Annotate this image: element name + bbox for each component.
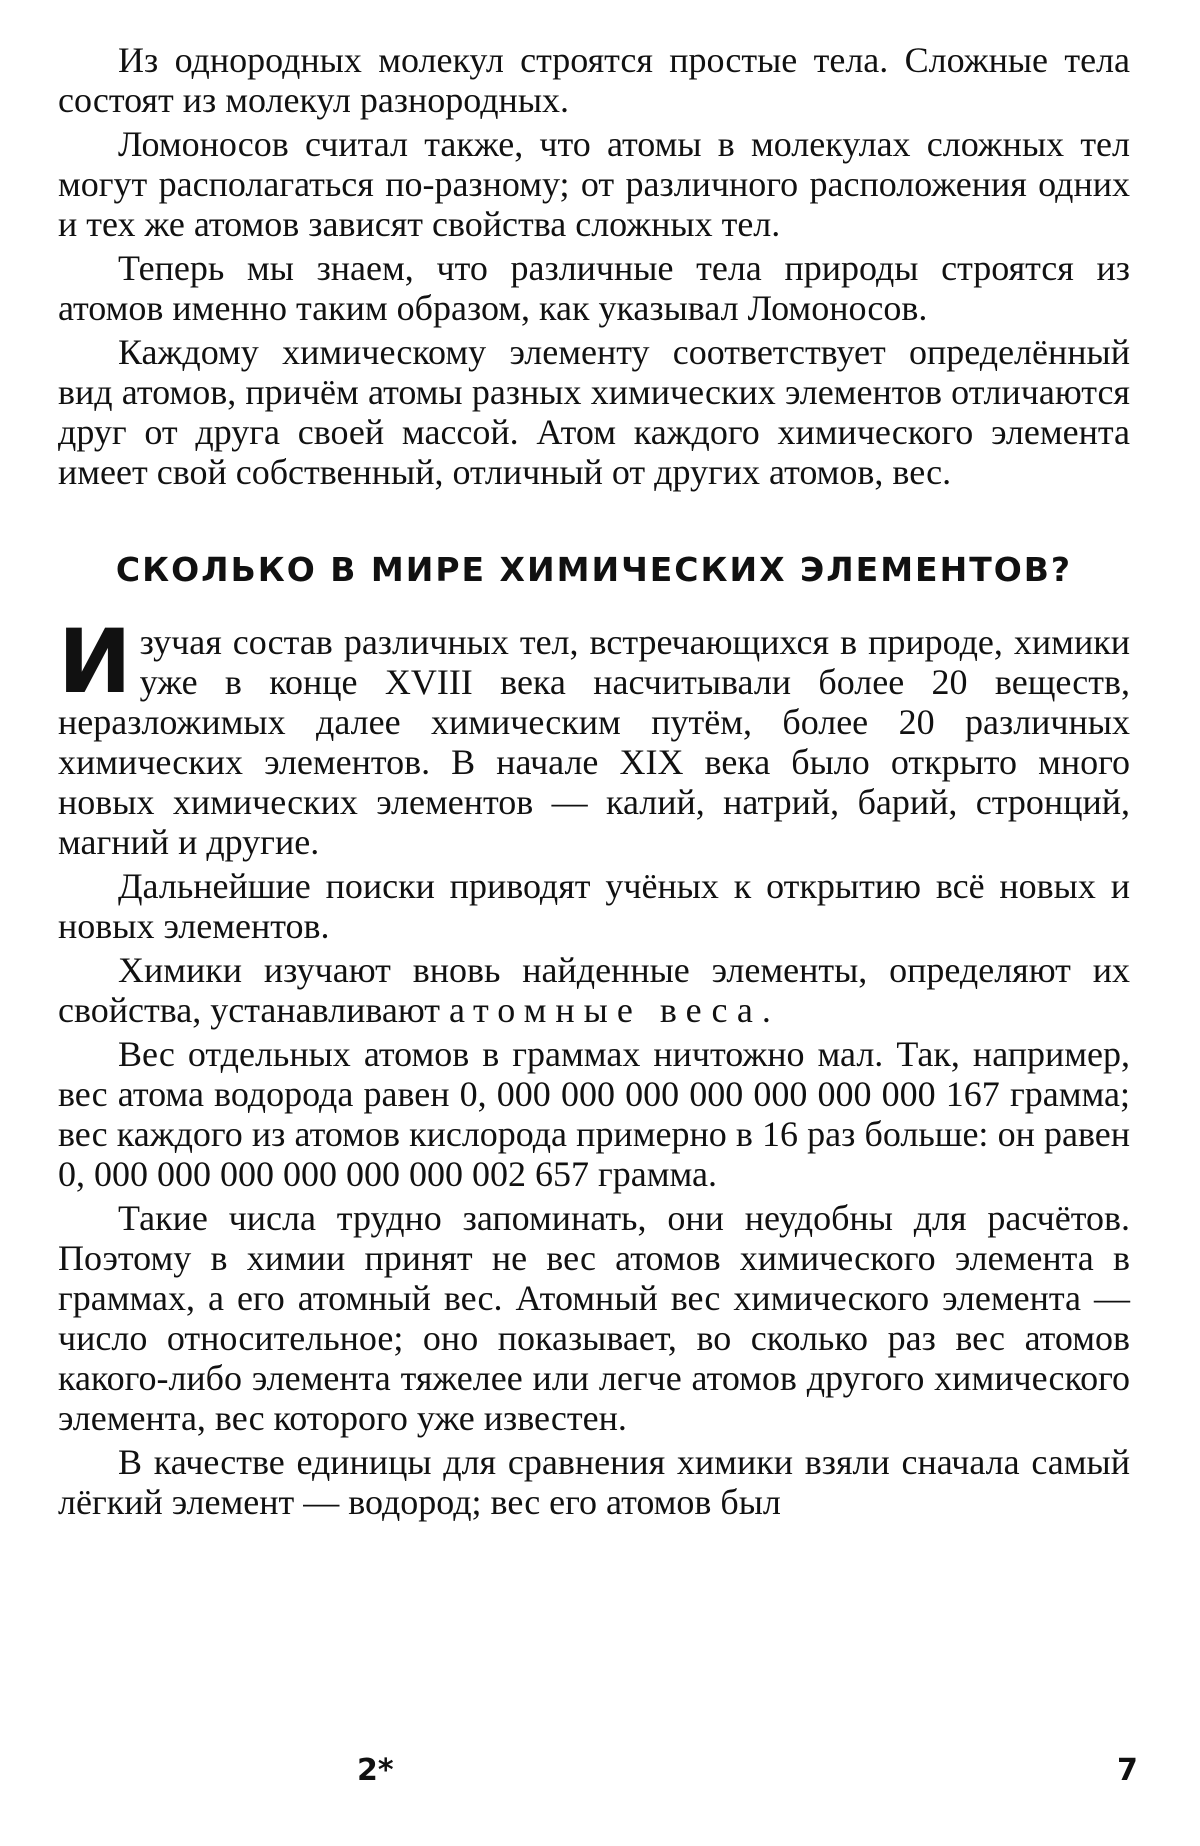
paragraph-atom-weight-grams: Вес отдельных атомов в граммах ничтожно мал. Так, например, вес атома водорода равен 0, 000 000 000 000 000 000 000 167 грамма; вес каждого из атомов кислорода примерно в 16 раз больше: он равен 0, 000 000 000 000 000 000 002 657 грамма.	[58, 1034, 1130, 1194]
atomic-weights-text: Химики изучают вновь найденные элементы, определяют их свойства, устанавливают	[58, 950, 1130, 1030]
lead-paragraph-text: зучая состав различных тел, встречающихся в природе, химики уже в конце XVIII века насчитывали более 20 веществ, неразложимых далее химическим путём, более 20 различных химических элементов. В начале XIX века было открыто много новых химических элементов — калий, натрий, барий, стронций, магний и другие.	[58, 622, 1130, 862]
paragraph-further-search: Дальнейшие поиски приводят учёных к открытию всё новых и новых элементов.	[58, 866, 1130, 946]
paragraph-atom-mass: Каждому химическому элементу соответствует определённый вид атомов, причём атомы разных химических элементов отличаются друг от друга своей массой. Атом каждого химического элемента имеет свой собственный, отличный от других атомов, вес.	[58, 332, 1130, 492]
paragraph-atomic-weights	[58, 950, 1130, 1030]
section-heading: СКОЛЬКО В МИРЕ ХИМИЧЕСКИХ ЭЛЕМЕНТОВ?	[115, 550, 1073, 589]
paragraph-lead	[58, 610, 1130, 862]
signature-mark: 2*	[357, 1753, 394, 1788]
emphasized-term: атомные веса	[449, 990, 762, 1030]
paragraph-lomonosov-arrangement: Ломоносов считал также, что атомы в молекулах сложных тел могут располагаться по-разному; от различного расположения одних и тех же атомов зависят свойства сложных тел.	[58, 124, 1130, 244]
atomic-weights-period: .	[761, 990, 771, 1030]
drop-cap-letter: И	[58, 610, 132, 713]
page-footer	[0, 1753, 1200, 1803]
page-number: 7	[1117, 1753, 1138, 1788]
book-page-text	[58, 40, 1130, 1522]
paragraph-relative-weight: Такие числа трудно запоминать, они неудобны для расчётов. Поэтому в химии принят не вес атомов химического элемента в граммах, а его атомный вес. Атомный вес химического элемента — число относительное; оно показывает, во сколько раз вес атомов какого-либо элемента тяжелее или легче атомов другого химического элемента, вес которого уже известен.	[58, 1198, 1130, 1438]
paragraph-simple-bodies: Из однородных молекул строятся простые тела. Сложные тела состоят из молекул разнородных.	[58, 40, 1130, 120]
paragraph-modern-view: Теперь мы знаем, что различные тела природы строятся из атомов именно таким образом, как указывал Ломоносов.	[58, 248, 1130, 328]
paragraph-hydrogen-unit: В качестве единицы для сравнения химики взяли сначала самый лёгкий элемент — водород; вес его атомов был	[58, 1442, 1130, 1522]
